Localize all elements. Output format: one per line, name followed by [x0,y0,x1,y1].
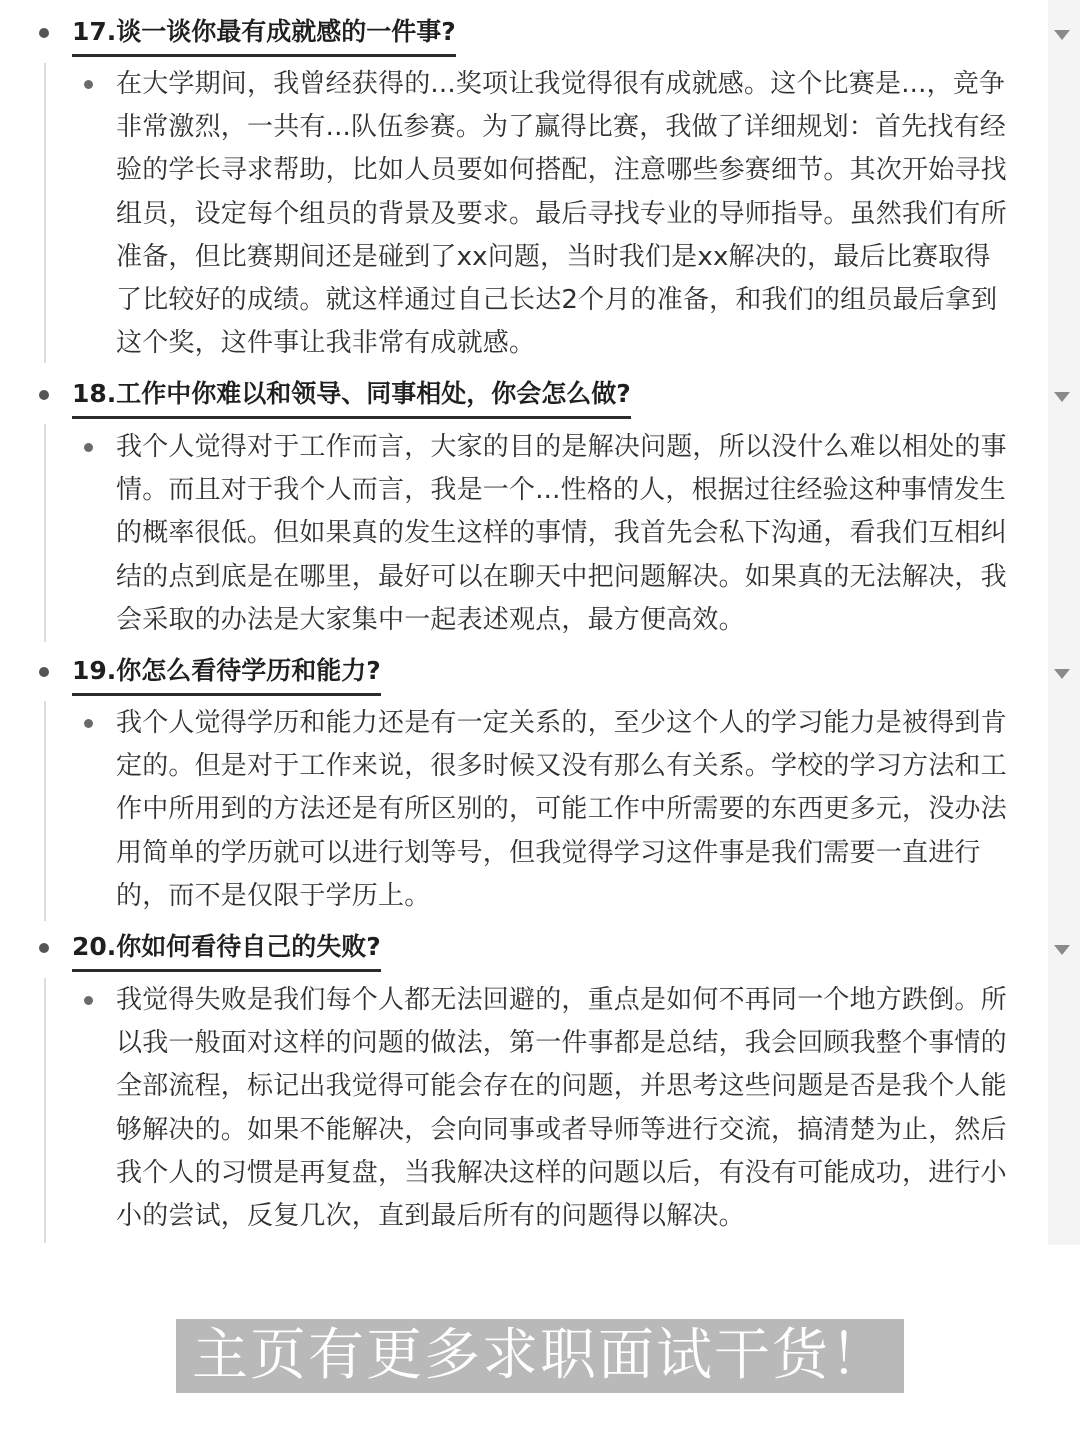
collapse-chevron-icon[interactable] [1054,945,1070,955]
outline-bullet [39,390,49,400]
section-body: 在大学期间，我曾经获得的...奖项让我觉得很有成就感。这个比赛是...，竞争非常激烈，一共有...队伍参赛。为了赢得比赛，我做了详细规划：首先找有经验的学长寻求帮助，比如人员要如何搭配，注意哪些参赛细节。其次开始寻找组员，设定每个组员的背景及要求。最后寻找专业的导师指导。虽然我们有所准备，但比赛期间还是碰到了xx问题，当时我们是xx解决的，最后比赛取得了比较好的成绩。就这样通过自己长达2个月的准备，和我们的组员最后拿到这个奖，这件事让我非常有成就感。 [116,69,1007,359]
right-gutter [1048,0,1080,1245]
section-heading: 20.你如何看待自己的失败? [72,931,381,972]
sub-bullet [84,996,93,1005]
outline-bullet [39,943,49,953]
section-body: 我个人觉得学历和能力还是有一定关系的，至少这个人的学习能力是被得到肯定的。但是对于工作来说，很多时候又没有那么有关系。学校的学习方法和工作中所用到的方法还是有所区别的，可能工作中所需要的东西更多元，没办法用简单的学历就可以进行划等号，但我觉得学习这件事是我们需要一直进行的，而不是仅限于学历上。 [116,708,1007,911]
sub-bullet [84,80,93,89]
promo-banner: 主页有更多求职面试干货！ [176,1319,904,1393]
sub-bullet [84,719,93,728]
section-heading: 19.你怎么看待学历和能力? [72,655,381,696]
sub-bullet [84,443,93,452]
collapse-chevron-icon[interactable] [1054,669,1070,679]
indent-guide [44,701,46,921]
outline-bullet [39,667,49,677]
section-body: 我觉得失败是我们每个人都无法回避的，重点是如何不再同一个地方跌倒。所以我一般面对这样的问题的做法，第一件事都是总结，我会回顾我整个事情的全部流程，标记出我觉得可能会存在的问题，并思考这些问题是否是我个人能够解决的。如果不能解决，会向同事或者导师等进行交流，搞清楚为止，然后我个人的习惯是再复盘，当我解决这样的问题以后，有没有可能成功，进行小小的尝试，反复几次，直到最后所有的问题得以解决。 [116,985,1007,1232]
indent-guide [44,424,46,642]
section-heading: 17.谈一谈你最有成就感的一件事? [72,16,456,57]
section-heading: 18.工作中你难以和领导、同事相处，你会怎么做? [72,378,631,419]
outline-bullet [39,28,49,38]
section-body: 我个人觉得对于工作而言，大家的目的是解决问题，所以没什么难以相处的事情。而且对于我个人而言，我是一个...性格的人，根据过往经验这种事情发生的概率很低。但如果真的发生这样的事情，我首先会私下沟通，看我们互相纠结的点到底是在哪里，最好可以在聊天中把问题解决。如果真的无法解决，我会采取的办法是大家集中一起表述观点，最方便高效。 [116,432,1007,635]
collapse-chevron-icon[interactable] [1054,30,1070,40]
collapse-chevron-icon[interactable] [1054,392,1070,402]
indent-guide [44,978,46,1243]
indent-guide [44,63,46,363]
